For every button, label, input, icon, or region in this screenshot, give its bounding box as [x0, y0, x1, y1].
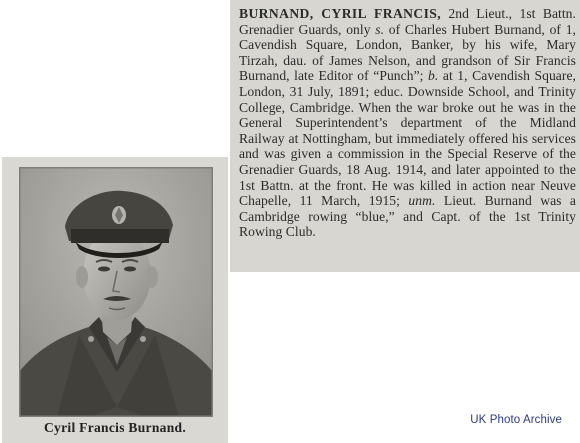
portrait-caption: Cyril Francis Burnand.	[44, 420, 186, 435]
biography-text-4: Lieut. Burnand was a Cambridge rowing “blue,” and Capt. of the 1st Trinity Rowing Club.	[239, 193, 576, 240]
portrait-image	[19, 167, 213, 417]
biography-text-1: 2nd Lieut., 1st Battn. Grenadier Guards, only	[239, 6, 576, 37]
watermark: UK Photo Archive	[470, 414, 562, 426]
biography-abbr-born: b.	[428, 68, 439, 84]
biography-name: BURNAND, CYRIL FRANCIS,	[239, 6, 442, 21]
biography-abbr-son: s.	[375, 21, 385, 37]
biography-text-2: of Charles Hubert Burnand, of 1, Cavendish Square, London, Banker, by his wife, Mary Tirzah, dau. of James Nelson, and grandson of Sir Francis Burnand, late Editor of “Punch”;	[239, 21, 577, 84]
portrait-clipping	[2, 157, 228, 443]
biography-text-3: at 1, Cavendish Square, London, 31 July, 1891; educ. Downside School, and Trinity College, Cambridge. When the war broke out he was in the General Superintendent’s department of the Midland Railway at Nottingham, but immediately offered his services and was given a commission in the Special Reserve of the Grenadier Guards, 18 Aug. 1914, and later appointed to the 1st Battn. at the front. He was killed in action near Neuve Chapelle, 11 March, 1915;	[239, 68, 576, 209]
biography-clipping	[230, 0, 580, 272]
biography-abbr-unmarried: unm.	[408, 193, 436, 209]
portrait-photo	[19, 167, 213, 417]
